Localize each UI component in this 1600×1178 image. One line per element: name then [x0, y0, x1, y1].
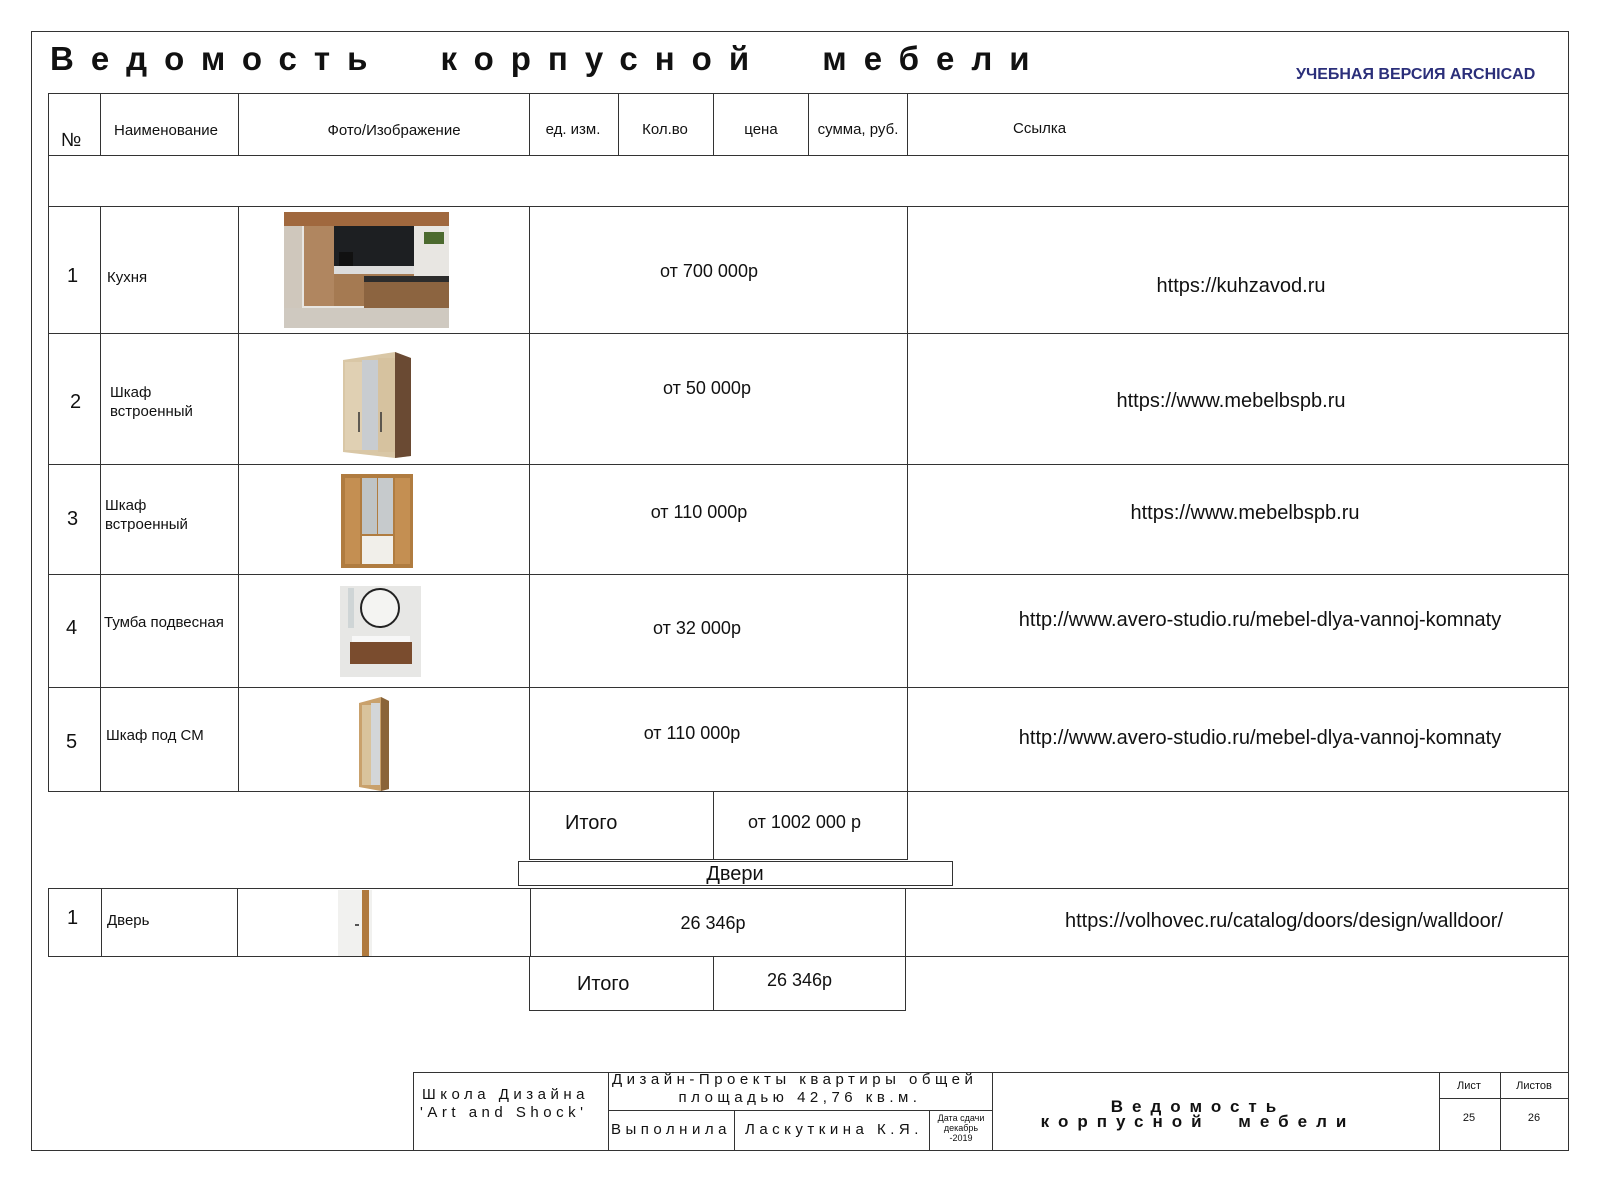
total-label: Итого	[565, 812, 618, 834]
header-num: №	[61, 130, 82, 151]
kitchen-photo	[284, 212, 449, 333]
row-number: 4	[66, 617, 78, 639]
total-label: Итого	[577, 973, 630, 995]
doors-title: Двери	[706, 863, 764, 885]
row-number: 1	[67, 265, 79, 287]
row-number: 5	[66, 731, 78, 753]
row-price: 26 346р	[680, 913, 746, 933]
sheets-total: 26	[1527, 1112, 1541, 1124]
row-price: от 32 000р	[653, 618, 741, 638]
project-title: Дизайн-Проекты квартиры общей	[612, 1071, 978, 1088]
total-value: 26 346р	[767, 970, 833, 990]
header-name: Наименование	[114, 122, 218, 139]
page-title: Ведомость корпусной мебели	[50, 40, 1047, 77]
header-photo: Фото/Изображение	[327, 122, 461, 139]
row-name: Дверь	[107, 912, 150, 929]
sheets-label: Листов	[1516, 1080, 1552, 1092]
row-price: от 110 000р	[643, 723, 741, 743]
sheet-title-line1: Ведомость	[1110, 1097, 1286, 1116]
school-subtitle: 'Art and Shock'	[420, 1104, 588, 1121]
header-unit: ед. изм.	[545, 121, 601, 138]
row-link[interactable]: https://kuhzavod.ru	[1156, 275, 1326, 297]
row-name: Шкаф встроенный	[110, 384, 193, 420]
cabinet-photo	[359, 697, 391, 796]
wardrobe-photo	[341, 472, 415, 575]
header-link: Ссылка	[1013, 120, 1067, 137]
row-price: от 50 000р	[663, 378, 751, 398]
header-sum: сумма, руб.	[817, 121, 899, 138]
sheet-label: Лист	[1457, 1080, 1481, 1092]
sheet-title-line2: корпусной мебели	[1040, 1112, 1356, 1131]
row-number: 1	[67, 907, 79, 929]
row-link[interactable]: https://volhovec.ru/catalog/doors/design/walldoor/	[1064, 910, 1504, 932]
row-number: 2	[70, 391, 82, 413]
sheet-number: 25	[1462, 1112, 1476, 1124]
header-qty: Кол.во	[642, 121, 688, 138]
author-name: Ласкуткина К.Я.	[745, 1121, 923, 1138]
row-price: от 110 000р	[650, 502, 748, 522]
row-name: Шкаф под СМ	[106, 727, 204, 744]
row-name: Тумба подвесная	[104, 614, 224, 631]
row-link[interactable]: http://www.avero-studio.ru/mebel-dlya-vannoj-komnaty	[1018, 609, 1502, 631]
school-name: Школа Дизайна	[422, 1086, 590, 1103]
row-link[interactable]: http://www.avero-studio.ru/mebel-dlya-vannoj-komnaty	[1018, 727, 1502, 749]
row-name: Кухня	[107, 269, 148, 286]
door-photo	[338, 890, 372, 961]
header-price: цена	[744, 121, 778, 138]
row-number: 3	[67, 508, 79, 530]
row-price: от 700 000р	[660, 261, 758, 281]
total-value: от 1002 000 р	[748, 812, 861, 832]
edu-version-label: УЧЕБНАЯ ВЕРСИЯ ARCHICAD	[1296, 66, 1536, 83]
wardrobe-photo	[343, 352, 413, 463]
performed-label: Выполнила	[611, 1121, 731, 1138]
vanity-photo	[340, 586, 421, 682]
project-area: площадью 42,76 кв.м.	[678, 1089, 922, 1106]
row-name: Шкаф встроенный	[105, 497, 188, 533]
row-link[interactable]: https://www.mebelbspb.ru	[1130, 502, 1360, 524]
due-date: Дата сдачи декабрь -2019	[937, 1113, 985, 1143]
row-link[interactable]: https://www.mebelbspb.ru	[1116, 390, 1346, 412]
